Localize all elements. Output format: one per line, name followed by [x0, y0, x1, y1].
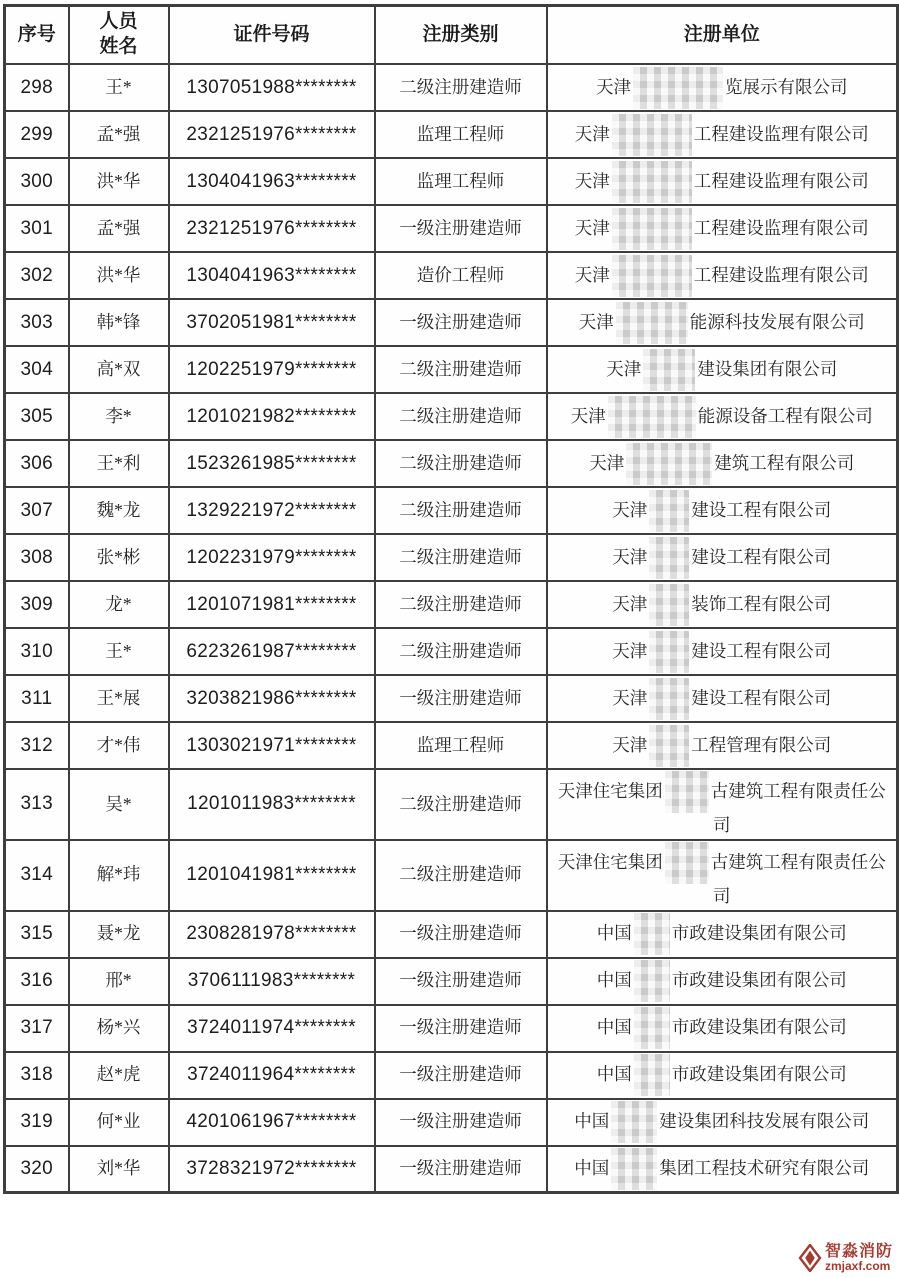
redaction-blur	[649, 537, 689, 579]
table-row	[5, 158, 898, 205]
unit-prefix: 天津住宅集团	[557, 781, 663, 802]
unit-cell	[547, 581, 898, 628]
table-row	[5, 346, 898, 393]
name-cell: 洪*华	[69, 158, 169, 205]
id-number-cell: 4201061967********	[169, 1099, 375, 1146]
redaction-blur	[612, 255, 692, 297]
unit-cell	[547, 675, 898, 722]
category-cell: 二级注册建造师	[375, 581, 547, 628]
serial-cell: 309	[5, 581, 69, 628]
unit-prefix: 天津	[612, 640, 648, 661]
serial-cell: 317	[5, 1005, 69, 1052]
name-cell: 吴*	[69, 769, 169, 840]
unit-cell	[547, 393, 898, 440]
unit-cell	[547, 840, 898, 911]
serial-cell: 315	[5, 911, 69, 958]
unit-cell	[547, 1005, 898, 1052]
category-cell: 一级注册建造师	[375, 675, 547, 722]
serial-cell: 299	[5, 111, 69, 158]
category-cell: 二级注册建造师	[375, 346, 547, 393]
redaction-blur	[611, 1148, 657, 1190]
serial-cell: 307	[5, 487, 69, 534]
table-row	[5, 299, 898, 346]
category-cell: 二级注册建造师	[375, 534, 547, 581]
unit-suffix: 能源科技发展有限公司	[689, 311, 865, 332]
category-cell: 监理工程师	[375, 722, 547, 769]
unit-prefix: 天津住宅集团	[557, 851, 663, 872]
name-cell: 聂*龙	[69, 911, 169, 958]
category-cell: 一级注册建造师	[375, 958, 547, 1005]
redaction-blur	[616, 302, 688, 344]
id-number-cell: 1201041981********	[169, 840, 375, 911]
redaction-blur	[649, 584, 689, 626]
unit-prefix: 天津	[574, 217, 610, 238]
unit-suffix: 览展示有限公司	[725, 76, 848, 97]
id-number-cell: 3724011964********	[169, 1052, 375, 1099]
unit-suffix: 工程建设监理有限公司	[693, 217, 869, 238]
unit-prefix: 天津	[574, 170, 610, 191]
unit-cell	[547, 158, 898, 205]
name-cell: 魏*龙	[69, 487, 169, 534]
category-cell: 造价工程师	[375, 252, 547, 299]
name-cell: 邢*	[69, 958, 169, 1005]
table-row	[5, 64, 898, 111]
table-body	[5, 64, 898, 1193]
unit-prefix: 中国	[596, 970, 632, 991]
id-number-cell: 1304041963********	[169, 252, 375, 299]
header-cell-3: 注册类别	[375, 6, 547, 65]
serial-cell: 311	[5, 675, 69, 722]
registration-table	[3, 4, 899, 1194]
serial-cell: 306	[5, 440, 69, 487]
unit-cell	[547, 1146, 898, 1193]
serial-cell: 314	[5, 840, 69, 911]
table-row	[5, 205, 898, 252]
unit-suffix: 市政建设集团有限公司	[671, 1064, 847, 1085]
name-cell: 高*双	[69, 346, 169, 393]
unit-suffix: 建设工程有限公司	[691, 546, 832, 567]
serial-cell: 302	[5, 252, 69, 299]
fire-protection-logo-icon	[798, 1244, 822, 1272]
redaction-blur	[643, 349, 695, 391]
id-number-cell: 3702051981********	[169, 299, 375, 346]
serial-cell: 318	[5, 1052, 69, 1099]
id-number-cell: 2308281978********	[169, 911, 375, 958]
table-row	[5, 111, 898, 158]
unit-suffix: 建设集团有限公司	[697, 358, 838, 379]
serial-cell: 308	[5, 534, 69, 581]
id-number-cell: 3728321972********	[169, 1146, 375, 1193]
header-cell-0: 序号	[5, 6, 69, 65]
name-cell: 杨*兴	[69, 1005, 169, 1052]
serial-cell: 304	[5, 346, 69, 393]
redaction-blur	[649, 490, 689, 532]
id-number-cell: 3724011974********	[169, 1005, 375, 1052]
id-number-cell: 2321251976********	[169, 205, 375, 252]
unit-suffix: 工程建设监理有限公司	[693, 123, 869, 144]
unit-cell	[547, 534, 898, 581]
watermark-title: 智淼消防	[824, 1242, 893, 1260]
table-row	[5, 769, 898, 840]
unit-prefix: 中国	[596, 1064, 632, 1085]
table-row	[5, 722, 898, 769]
name-cell: 刘*华	[69, 1146, 169, 1193]
serial-cell: 310	[5, 628, 69, 675]
redaction-blur	[612, 161, 692, 203]
redaction-blur	[634, 1007, 670, 1049]
table-row	[5, 440, 898, 487]
redaction-blur	[634, 1054, 670, 1096]
unit-suffix: 建设工程有限公司	[691, 640, 832, 661]
unit-prefix: 天津	[574, 123, 610, 144]
unit-prefix: 中国	[596, 923, 632, 944]
id-number-cell: 1307051988********	[169, 64, 375, 111]
unit-cell	[547, 1052, 898, 1099]
unit-prefix: 天津	[574, 264, 610, 285]
unit-cell	[547, 722, 898, 769]
name-cell: 解*玮	[69, 840, 169, 911]
name-cell: 王*利	[69, 440, 169, 487]
unit-suffix: 装饰工程有限公司	[691, 593, 832, 614]
category-cell: 一级注册建造师	[375, 1146, 547, 1193]
redaction-blur	[665, 842, 709, 884]
id-number-cell: 1201021982********	[169, 393, 375, 440]
header-row	[5, 6, 898, 65]
name-cell: 赵*虎	[69, 1052, 169, 1099]
redaction-blur	[626, 443, 712, 485]
category-cell: 二级注册建造师	[375, 64, 547, 111]
name-cell: 王*	[69, 64, 169, 111]
unit-prefix: 天津	[612, 499, 648, 520]
id-number-cell: 1202251979********	[169, 346, 375, 393]
table-row	[5, 958, 898, 1005]
redaction-blur	[649, 725, 689, 767]
unit-prefix: 天津	[596, 76, 631, 97]
id-number-cell: 1201071981********	[169, 581, 375, 628]
unit-suffix: 建设工程有限公司	[691, 499, 832, 520]
name-cell: 龙*	[69, 581, 169, 628]
unit-cell	[547, 252, 898, 299]
unit-suffix: 市政建设集团有限公司	[671, 923, 847, 944]
unit-suffix: 市政建设集团有限公司	[671, 1017, 847, 1038]
table-row	[5, 487, 898, 534]
unit-prefix: 天津	[612, 687, 648, 708]
id-number-cell: 3203821986********	[169, 675, 375, 722]
unit-cell	[547, 1099, 898, 1146]
unit-cell	[547, 958, 898, 1005]
category-cell: 监理工程师	[375, 111, 547, 158]
redaction-blur	[612, 114, 692, 156]
unit-prefix: 天津	[606, 358, 642, 379]
category-cell: 一级注册建造师	[375, 205, 547, 252]
name-cell: 洪*华	[69, 252, 169, 299]
category-cell: 一级注册建造师	[375, 1005, 547, 1052]
header-cell-1: 人员 姓名	[69, 6, 169, 65]
unit-suffix: 古建筑工程有限责任公司	[710, 781, 886, 836]
unit-prefix: 天津	[612, 546, 648, 567]
unit-cell	[547, 64, 898, 111]
table-row	[5, 628, 898, 675]
category-cell: 监理工程师	[375, 158, 547, 205]
table-row	[5, 911, 898, 958]
unit-suffix: 工程建设监理有限公司	[693, 170, 869, 191]
serial-cell: 313	[5, 769, 69, 840]
id-number-cell: 1201011983********	[169, 769, 375, 840]
serial-cell: 305	[5, 393, 69, 440]
name-cell: 韩*锋	[69, 299, 169, 346]
category-cell: 二级注册建造师	[375, 840, 547, 911]
table-row	[5, 840, 898, 911]
id-number-cell: 1304041963********	[169, 158, 375, 205]
redaction-blur	[611, 1101, 657, 1143]
serial-cell: 319	[5, 1099, 69, 1146]
unit-prefix: 中国	[574, 1111, 610, 1132]
unit-suffix: 工程建设监理有限公司	[693, 264, 869, 285]
redaction-blur	[634, 960, 670, 1002]
unit-suffix: 市政建设集团有限公司	[671, 970, 847, 991]
unit-cell	[547, 487, 898, 534]
serial-cell: 301	[5, 205, 69, 252]
serial-cell: 316	[5, 958, 69, 1005]
unit-cell	[547, 769, 898, 840]
unit-cell	[547, 299, 898, 346]
name-cell: 李*	[69, 393, 169, 440]
table-row	[5, 581, 898, 628]
table-row	[5, 252, 898, 299]
table-row	[5, 393, 898, 440]
unit-cell	[547, 205, 898, 252]
unit-prefix: 天津	[578, 311, 614, 332]
unit-cell	[547, 911, 898, 958]
unit-cell	[547, 111, 898, 158]
unit-cell	[547, 440, 898, 487]
id-number-cell: 2321251976********	[169, 111, 375, 158]
name-cell: 王*	[69, 628, 169, 675]
category-cell: 二级注册建造师	[375, 628, 547, 675]
unit-suffix: 工程管理有限公司	[691, 734, 832, 755]
unit-prefix: 天津	[589, 452, 625, 473]
unit-suffix: 建设集团科技发展有限公司	[659, 1111, 870, 1132]
unit-prefix: 天津	[612, 593, 648, 614]
serial-cell: 320	[5, 1146, 69, 1193]
unit-suffix: 集团工程技术研究有限公司	[659, 1158, 870, 1179]
unit-suffix: 建设工程有限公司	[691, 687, 832, 708]
name-cell: 何*业	[69, 1099, 169, 1146]
watermark	[796, 1243, 895, 1274]
table-row	[5, 675, 898, 722]
serial-cell: 303	[5, 299, 69, 346]
watermark-url: zmjaxf.com	[824, 1259, 891, 1274]
id-number-cell: 1329221972********	[169, 487, 375, 534]
serial-cell: 312	[5, 722, 69, 769]
serial-cell: 298	[5, 64, 69, 111]
id-number-cell: 1303021971********	[169, 722, 375, 769]
serial-cell: 300	[5, 158, 69, 205]
unit-prefix: 天津	[612, 734, 648, 755]
category-cell: 二级注册建造师	[375, 440, 547, 487]
unit-prefix: 天津	[570, 405, 606, 426]
category-cell: 一级注册建造师	[375, 911, 547, 958]
id-number-cell: 1202231979********	[169, 534, 375, 581]
unit-suffix: 能源设备工程有限公司	[697, 405, 873, 426]
redaction-blur	[633, 67, 723, 109]
header-cell-2: 证件号码	[169, 6, 375, 65]
redaction-blur	[649, 678, 689, 720]
name-cell: 孟*强	[69, 111, 169, 158]
redaction-blur	[608, 396, 696, 438]
category-cell: 一级注册建造师	[375, 1052, 547, 1099]
table-row	[5, 1146, 898, 1193]
unit-cell	[547, 628, 898, 675]
unit-suffix: 建筑工程有限公司	[714, 452, 855, 473]
redaction-blur	[649, 631, 689, 673]
unit-cell	[547, 346, 898, 393]
redaction-blur	[665, 771, 709, 813]
name-cell: 孟*强	[69, 205, 169, 252]
category-cell: 一级注册建造师	[375, 299, 547, 346]
header-cell-4: 注册单位	[547, 6, 898, 65]
id-number-cell: 1523261985********	[169, 440, 375, 487]
category-cell: 二级注册建造师	[375, 769, 547, 840]
category-cell: 二级注册建造师	[375, 393, 547, 440]
name-cell: 王*展	[69, 675, 169, 722]
redaction-blur	[634, 913, 670, 955]
id-number-cell: 6223261987********	[169, 628, 375, 675]
unit-prefix: 中国	[596, 1017, 632, 1038]
table-row	[5, 1005, 898, 1052]
table-row	[5, 1052, 898, 1099]
table-row	[5, 534, 898, 581]
id-number-cell: 3706111983********	[169, 958, 375, 1005]
unit-prefix: 中国	[574, 1158, 610, 1179]
name-cell: 张*彬	[69, 534, 169, 581]
category-cell: 二级注册建造师	[375, 487, 547, 534]
category-cell: 一级注册建造师	[375, 1099, 547, 1146]
name-cell: 才*伟	[69, 722, 169, 769]
unit-suffix: 古建筑工程有限责任公司	[710, 851, 886, 906]
redaction-blur	[612, 208, 692, 250]
table-row	[5, 1099, 898, 1146]
